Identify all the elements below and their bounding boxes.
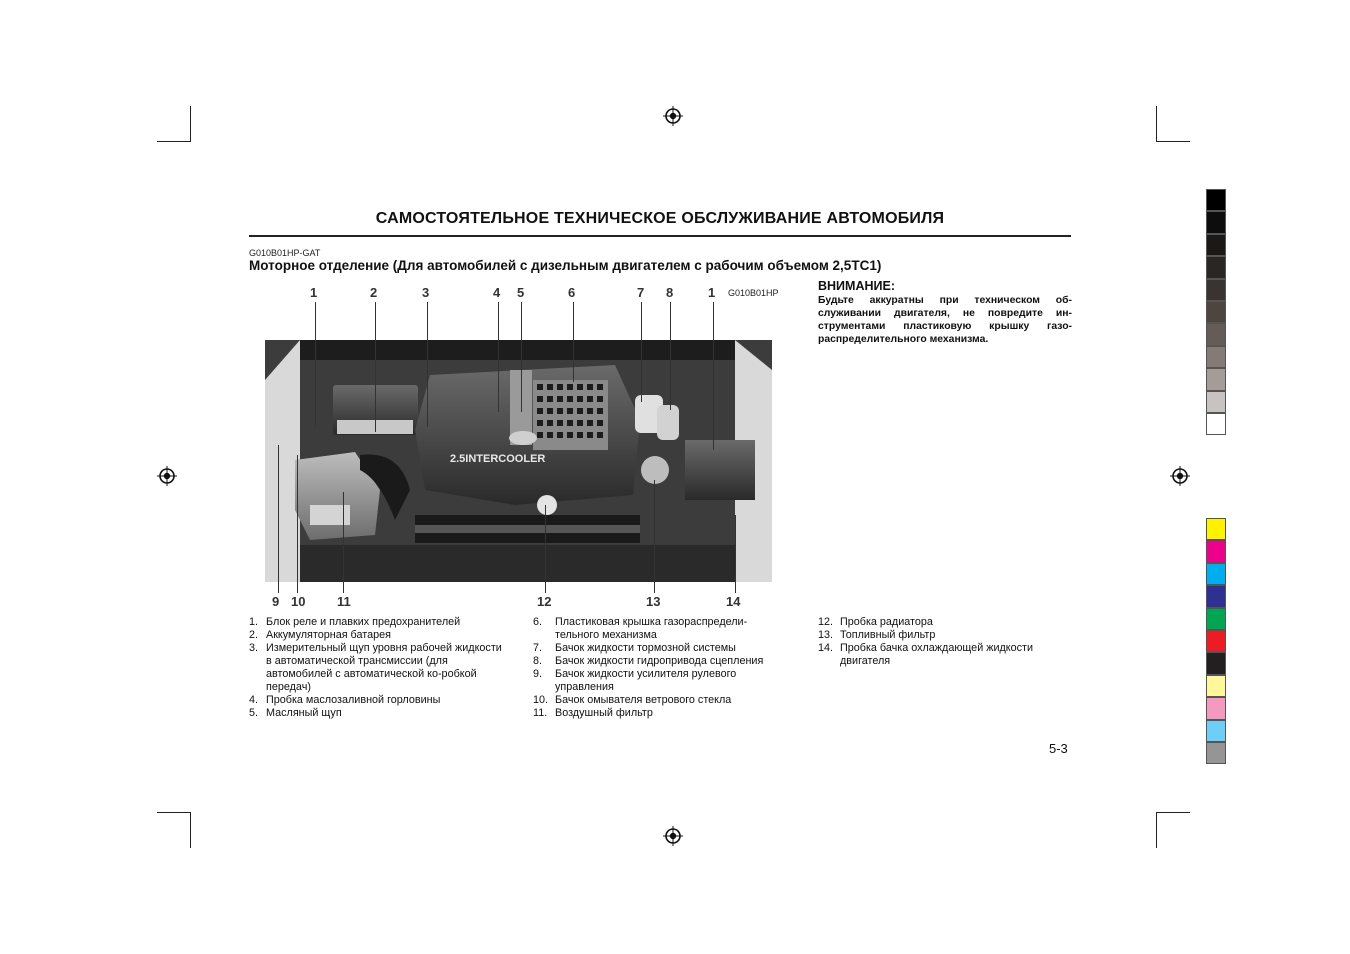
- legend-item-text: Бачок жидкости тормозной системы: [555, 642, 736, 654]
- leader-line-2: [375, 302, 376, 432]
- crop-mark-br-v: [1156, 812, 1157, 848]
- leader-line-14: [735, 515, 736, 593]
- leader-line-9: [278, 445, 279, 593]
- leader-line-13: [654, 480, 655, 593]
- callout-top-4: 4: [493, 285, 501, 300]
- legend-item-number: 4.: [249, 694, 259, 706]
- callout-top-3: 3: [422, 285, 430, 300]
- leader-line-10: [297, 455, 298, 593]
- leader-line-8: [670, 302, 671, 410]
- section-heading: Моторное отделение (Для автомобилей с дизельным двигателем с рабочим объемом 2,5ТС1): [249, 258, 882, 273]
- legend-item-number: 6.: [533, 616, 543, 628]
- warning-text: Будьте аккуратны при техническом об-служивании двигателя, не повредите ин-струментами пластиковую крышку газо-распределительного механизма.: [818, 295, 1072, 345]
- warning-title: ВНИМАНИЕ:: [818, 279, 895, 293]
- grayscale-swatch: [1206, 323, 1226, 345]
- legend-item-text: Аккумуляторная батарея: [266, 629, 391, 641]
- legend-item-text: Бачок жидкости усилителя рулевого управления: [555, 668, 737, 693]
- callout-bottom-11: 11: [337, 594, 351, 609]
- process-swatch: [1206, 608, 1226, 630]
- grayscale-swatch: [1206, 301, 1226, 323]
- grayscale-swatch: [1206, 279, 1226, 301]
- page-header-title: САМОСТОЯТЕЛЬНОЕ ТЕХНИЧЕСКОЕ ОБСЛУЖИВАНИЕ АВТОМОБИЛЯ: [375, 210, 945, 227]
- legend-item: [533, 707, 787, 720]
- legend-item: [249, 642, 503, 694]
- crop-mark-tl-v: [190, 106, 191, 142]
- legend-item: [533, 694, 787, 707]
- process-swatch: [1206, 720, 1226, 742]
- leader-line-11: [343, 492, 344, 593]
- callout-top-1: 1: [310, 285, 318, 300]
- legend-item: [818, 629, 1072, 642]
- legend-item: [249, 616, 503, 629]
- callout-bottom-9: 9: [272, 594, 280, 609]
- grayscale-swatch: [1206, 256, 1226, 278]
- legend-item-number: 14.: [818, 642, 834, 654]
- callout-top-5: 5: [517, 285, 525, 300]
- header-rule: [249, 235, 1071, 237]
- legend-item-number: 13.: [818, 629, 834, 641]
- process-swatch: [1206, 675, 1226, 697]
- grayscale-swatch: [1206, 368, 1226, 390]
- legend-item-text: Топливный фильтр: [840, 629, 936, 641]
- callout-top-1b: 1: [708, 285, 716, 300]
- legend-item: [533, 668, 787, 694]
- legend-item-text: Пробка бачка охлаждающей жидкости двигателя: [840, 642, 1033, 667]
- grayscale-swatch: [1206, 234, 1226, 256]
- crop-mark-bl-v: [190, 812, 191, 848]
- page-number: 5-3: [1049, 741, 1068, 756]
- registration-mark-bottom-icon: [663, 826, 683, 846]
- legend-item-number: 3.: [249, 642, 259, 654]
- legend-item-text: Бачок омывателя ветрового стекла: [555, 694, 732, 706]
- legend-item: [249, 694, 503, 707]
- crop-mark-br-h: [1156, 812, 1190, 813]
- legend-item-number: 9.: [533, 668, 543, 680]
- grayscale-swatch: [1206, 189, 1226, 211]
- callout-top-2: 2: [370, 285, 378, 300]
- legend-item-text: Пластиковая крышка газораспредели-тельного механизма: [555, 616, 748, 641]
- leader-line-12: [545, 505, 546, 593]
- crop-mark-bl-h: [157, 812, 191, 813]
- legend-item-number: 2.: [249, 629, 259, 641]
- legend-item: [249, 629, 503, 642]
- legend-item: [533, 616, 787, 642]
- crop-mark-tr-h: [1156, 141, 1190, 142]
- engine-compartment-image: [265, 340, 772, 582]
- legend-item-number: 8.: [533, 655, 543, 667]
- callout-top-7: 7: [637, 285, 645, 300]
- legend-item-text: Измерительный щуп уровня рабочей жидкости в автоматической трансмиссии (для автомобилей с автоматической ко-робкой передач): [266, 642, 502, 693]
- registration-mark-left-icon: [157, 466, 177, 486]
- process-swatch: [1206, 742, 1226, 764]
- legend-column-3: [818, 616, 1072, 668]
- leader-line-6: [573, 302, 574, 382]
- leader-line-5: [521, 302, 522, 412]
- legend-item-number: 7.: [533, 642, 543, 654]
- legend-item-number: 11.: [533, 707, 548, 719]
- callout-top-6: 6: [568, 285, 576, 300]
- legend-item: [818, 642, 1072, 668]
- engine-cover-label: 2.5INTERCOOLER: [450, 453, 546, 465]
- leader-line-4: [498, 302, 499, 412]
- legend-column-1: [249, 616, 503, 720]
- callout-bottom-14: 14: [726, 594, 741, 609]
- legend-item-number: 1.: [249, 616, 259, 628]
- process-swatch: [1206, 697, 1226, 719]
- leader-line-1: [315, 302, 316, 427]
- process-swatch: [1206, 652, 1226, 674]
- legend-item-text: Блок реле и плавких предохранителей: [266, 616, 461, 628]
- legend-item-text: Воздушный фильтр: [555, 707, 653, 719]
- registration-mark-right-icon: [1170, 466, 1190, 486]
- callout-bottom-13: 13: [646, 594, 661, 609]
- legend-item-text: Бачок жидкости гидропривода сцепления: [555, 655, 764, 667]
- legend-item-number: 12.: [818, 616, 834, 628]
- figure-code: G010B01HP: [728, 288, 779, 298]
- legend-item: [249, 707, 503, 720]
- registration-mark-top-icon: [663, 106, 683, 126]
- legend-item: [533, 642, 787, 655]
- leader-line-1b: [713, 302, 714, 450]
- grayscale-swatch: [1206, 346, 1226, 368]
- process-swatch: [1206, 630, 1226, 652]
- callout-top-8: 8: [666, 285, 674, 300]
- section-code: G010B01HP-GAT: [249, 248, 321, 258]
- callout-bottom-10: 10: [291, 594, 306, 609]
- leader-line-7: [641, 302, 642, 402]
- grayscale-swatch: [1206, 391, 1226, 413]
- leader-line-3: [427, 302, 428, 427]
- process-swatch: [1206, 540, 1226, 562]
- legend-item-number: 10.: [533, 694, 549, 706]
- legend-item: [818, 616, 1072, 629]
- process-swatch: [1206, 585, 1226, 607]
- crop-mark-tl-h: [157, 141, 191, 142]
- legend-item-text: Пробка маслозаливной горловины: [266, 694, 441, 706]
- legend-item: [533, 655, 787, 668]
- legend-column-2: [533, 616, 787, 720]
- callout-bottom-12: 12: [537, 594, 552, 609]
- legend-item-text: Масляный щуп: [266, 707, 342, 719]
- process-swatch: [1206, 518, 1226, 540]
- legend-item-number: 5.: [249, 707, 259, 719]
- legend-item-text: Пробка радиатора: [840, 616, 933, 628]
- grayscale-swatch: [1206, 211, 1226, 233]
- grayscale-swatch: [1206, 413, 1226, 435]
- process-swatch: [1206, 563, 1226, 585]
- crop-mark-tr-v: [1156, 106, 1157, 142]
